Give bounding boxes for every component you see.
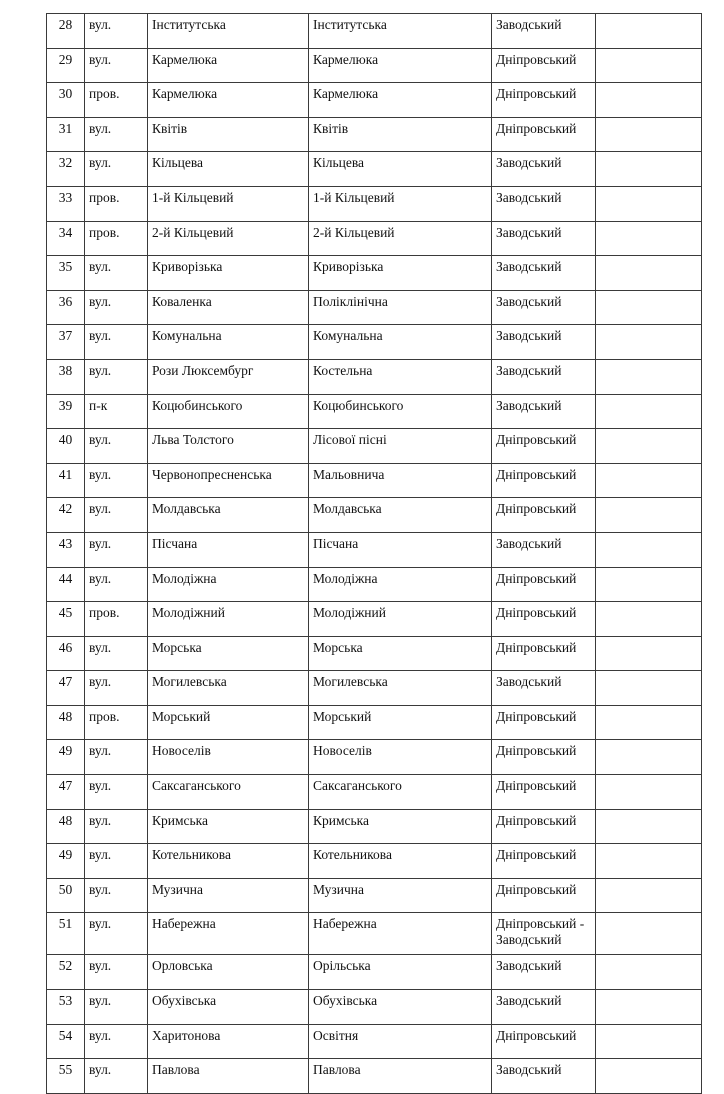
old-name-cell: Новоселів (148, 740, 309, 775)
district-cell: Дніпровський (492, 740, 596, 775)
note-cell (596, 740, 702, 775)
note-cell (596, 83, 702, 118)
table-row (47, 990, 702, 1025)
street-type-cell: вул. (85, 671, 148, 706)
old-name-cell: Кармелюка (148, 83, 309, 118)
row-number-cell: 55 (47, 1059, 85, 1094)
table-row (47, 325, 702, 360)
district-cell: Дніпровський (492, 878, 596, 913)
district-cell: Заводський (492, 186, 596, 221)
old-name-cell: 1-й Кільцевий (148, 186, 309, 221)
table-row (47, 878, 702, 913)
district-cell: Дніпровський (492, 809, 596, 844)
table-row (47, 429, 702, 464)
table-row (47, 844, 702, 879)
row-number-cell: 28 (47, 14, 85, 49)
row-number-cell: 41 (47, 463, 85, 498)
note-cell (596, 809, 702, 844)
new-name-cell: Квітів (309, 117, 492, 152)
row-number-cell: 33 (47, 186, 85, 221)
note-cell (596, 359, 702, 394)
district-cell: Дніпровський (492, 463, 596, 498)
old-name-cell: Морська (148, 636, 309, 671)
row-number-cell: 53 (47, 990, 85, 1025)
new-name-cell: Новоселів (309, 740, 492, 775)
district-cell: Заводський (492, 221, 596, 256)
old-name-cell: Морський (148, 705, 309, 740)
streets-table (46, 13, 702, 1094)
old-name-cell: Комунальна (148, 325, 309, 360)
street-type-cell: пров. (85, 83, 148, 118)
note-cell (596, 602, 702, 637)
row-number-cell: 29 (47, 48, 85, 83)
row-number-cell: 46 (47, 636, 85, 671)
row-number-cell: 44 (47, 567, 85, 602)
table-row (47, 498, 702, 533)
table-row (47, 1059, 702, 1094)
district-cell: Заводський (492, 14, 596, 49)
table-row (47, 256, 702, 291)
district-cell: Заводський (492, 359, 596, 394)
street-type-cell: вул. (85, 498, 148, 533)
new-name-cell: Коцюбинського (309, 394, 492, 429)
old-name-cell: Рози Люксембург (148, 359, 309, 394)
old-name-cell: Квітів (148, 117, 309, 152)
table-body (47, 14, 702, 1094)
table-row (47, 775, 702, 810)
old-name-cell: Могилевська (148, 671, 309, 706)
table-row (47, 83, 702, 118)
street-type-cell: вул. (85, 532, 148, 567)
old-name-cell: Кільцева (148, 152, 309, 187)
district-cell: Дніпровський (492, 844, 596, 879)
note-cell (596, 463, 702, 498)
table-row (47, 463, 702, 498)
district-cell: Дніпровський (492, 567, 596, 602)
note-cell (596, 532, 702, 567)
table-row (47, 740, 702, 775)
row-number-cell: 31 (47, 117, 85, 152)
row-number-cell: 47 (47, 775, 85, 810)
district-cell: Дніпровський (492, 1024, 596, 1059)
table-row (47, 532, 702, 567)
table-row (47, 290, 702, 325)
street-type-cell: вул. (85, 429, 148, 464)
new-name-cell: Котельникова (309, 844, 492, 879)
row-number-cell: 48 (47, 809, 85, 844)
street-type-cell: вул. (85, 878, 148, 913)
district-cell: Заводський (492, 152, 596, 187)
table-row (47, 221, 702, 256)
table-row (47, 705, 702, 740)
old-name-cell: Криворізька (148, 256, 309, 291)
row-number-cell: 34 (47, 221, 85, 256)
table-row (47, 14, 702, 49)
street-type-cell: пров. (85, 186, 148, 221)
street-type-cell: вул. (85, 955, 148, 990)
row-number-cell: 32 (47, 152, 85, 187)
street-type-cell: вул. (85, 325, 148, 360)
row-number-cell: 51 (47, 913, 85, 955)
street-type-cell: вул. (85, 913, 148, 955)
new-name-cell: Орільська (309, 955, 492, 990)
district-cell: Дніпровський (492, 602, 596, 637)
street-type-cell: пров. (85, 221, 148, 256)
new-name-cell: Саксаганського (309, 775, 492, 810)
district-cell: Заводський (492, 990, 596, 1025)
table-row (47, 48, 702, 83)
table-row (47, 809, 702, 844)
note-cell (596, 671, 702, 706)
row-number-cell: 35 (47, 256, 85, 291)
district-cell: Дніпровський (492, 117, 596, 152)
old-name-cell: Саксаганського (148, 775, 309, 810)
new-name-cell: 1-й Кільцевий (309, 186, 492, 221)
street-type-cell: вул. (85, 1024, 148, 1059)
table-row (47, 117, 702, 152)
table-row (47, 394, 702, 429)
old-name-cell: Льва Толстого (148, 429, 309, 464)
note-cell (596, 913, 702, 955)
new-name-cell: Комунальна (309, 325, 492, 360)
old-name-cell: Харитонова (148, 1024, 309, 1059)
street-type-cell: вул. (85, 48, 148, 83)
district-cell: Заводський (492, 394, 596, 429)
street-type-cell: вул. (85, 809, 148, 844)
row-number-cell: 39 (47, 394, 85, 429)
street-type-cell: пров. (85, 602, 148, 637)
new-name-cell: Павлова (309, 1059, 492, 1094)
street-type-cell: вул. (85, 152, 148, 187)
district-cell: Заводський (492, 256, 596, 291)
street-type-cell: вул. (85, 1059, 148, 1094)
new-name-cell: Криворізька (309, 256, 492, 291)
new-name-cell: Кармелюка (309, 83, 492, 118)
district-cell: Заводський (492, 1059, 596, 1094)
old-name-cell: Червонопресненська (148, 463, 309, 498)
street-type-cell: вул. (85, 290, 148, 325)
row-number-cell: 42 (47, 498, 85, 533)
old-name-cell: Молодіжна (148, 567, 309, 602)
new-name-cell: Лісової пісні (309, 429, 492, 464)
old-name-cell: Павлова (148, 1059, 309, 1094)
new-name-cell: Обухівська (309, 990, 492, 1025)
street-type-cell: вул. (85, 256, 148, 291)
note-cell (596, 844, 702, 879)
note-cell (596, 636, 702, 671)
table-row (47, 359, 702, 394)
table-row (47, 671, 702, 706)
district-cell: Заводський (492, 671, 596, 706)
note-cell (596, 498, 702, 533)
note-cell (596, 117, 702, 152)
row-number-cell: 30 (47, 83, 85, 118)
note-cell (596, 775, 702, 810)
new-name-cell: Пісчана (309, 532, 492, 567)
row-number-cell: 47 (47, 671, 85, 706)
district-cell: Заводський (492, 290, 596, 325)
note-cell (596, 290, 702, 325)
old-name-cell: Кармелюка (148, 48, 309, 83)
note-cell (596, 1024, 702, 1059)
row-number-cell: 43 (47, 532, 85, 567)
street-type-cell: вул. (85, 775, 148, 810)
street-type-cell: пров. (85, 705, 148, 740)
new-name-cell: 2-й Кільцевий (309, 221, 492, 256)
row-number-cell: 52 (47, 955, 85, 990)
new-name-cell: Молодіжний (309, 602, 492, 637)
new-name-cell: Молодіжна (309, 567, 492, 602)
note-cell (596, 1059, 702, 1094)
district-cell: Дніпровський (492, 775, 596, 810)
old-name-cell: 2-й Кільцевий (148, 221, 309, 256)
note-cell (596, 325, 702, 360)
old-name-cell: Кримська (148, 809, 309, 844)
street-type-cell: п-к (85, 394, 148, 429)
old-name-cell: Інститутська (148, 14, 309, 49)
note-cell (596, 48, 702, 83)
note-cell (596, 990, 702, 1025)
district-cell: Дніпровський (492, 636, 596, 671)
table-row (47, 567, 702, 602)
new-name-cell: Кримська (309, 809, 492, 844)
note-cell (596, 186, 702, 221)
note-cell (596, 394, 702, 429)
new-name-cell: Освітня (309, 1024, 492, 1059)
new-name-cell: Костельна (309, 359, 492, 394)
row-number-cell: 45 (47, 602, 85, 637)
old-name-cell: Коваленка (148, 290, 309, 325)
row-number-cell: 36 (47, 290, 85, 325)
district-cell: Заводський (492, 955, 596, 990)
street-type-cell: вул. (85, 463, 148, 498)
note-cell (596, 705, 702, 740)
row-number-cell: 40 (47, 429, 85, 464)
note-cell (596, 429, 702, 464)
street-type-cell: вул. (85, 844, 148, 879)
old-name-cell: Молодіжний (148, 602, 309, 637)
district-cell: Дніпровський - Заводський (492, 913, 596, 955)
district-cell: Заводський (492, 325, 596, 360)
new-name-cell: Музична (309, 878, 492, 913)
district-cell: Дніпровський (492, 429, 596, 464)
row-number-cell: 37 (47, 325, 85, 360)
new-name-cell: Молдавська (309, 498, 492, 533)
old-name-cell: Набережна (148, 913, 309, 955)
new-name-cell: Набережна (309, 913, 492, 955)
old-name-cell: Молдавська (148, 498, 309, 533)
new-name-cell: Морський (309, 705, 492, 740)
district-cell: Дніпровський (492, 48, 596, 83)
table-row (47, 1024, 702, 1059)
old-name-cell: Котельникова (148, 844, 309, 879)
note-cell (596, 567, 702, 602)
new-name-cell: Морська (309, 636, 492, 671)
note-cell (596, 256, 702, 291)
table-row (47, 955, 702, 990)
new-name-cell: Інститутська (309, 14, 492, 49)
district-cell: Заводський (492, 532, 596, 567)
street-type-cell: вул. (85, 636, 148, 671)
note-cell (596, 221, 702, 256)
new-name-cell: Поліклінічна (309, 290, 492, 325)
table-row (47, 913, 702, 955)
new-name-cell: Кільцева (309, 152, 492, 187)
old-name-cell: Коцюбинського (148, 394, 309, 429)
new-name-cell: Мальовнича (309, 463, 492, 498)
table-row (47, 602, 702, 637)
row-number-cell: 49 (47, 740, 85, 775)
row-number-cell: 50 (47, 878, 85, 913)
row-number-cell: 38 (47, 359, 85, 394)
street-type-cell: вул. (85, 567, 148, 602)
note-cell (596, 14, 702, 49)
street-type-cell: вул. (85, 990, 148, 1025)
row-number-cell: 48 (47, 705, 85, 740)
row-number-cell: 49 (47, 844, 85, 879)
table-row (47, 636, 702, 671)
row-number-cell: 54 (47, 1024, 85, 1059)
note-cell (596, 878, 702, 913)
old-name-cell: Пісчана (148, 532, 309, 567)
table-row (47, 186, 702, 221)
district-cell: Дніпровський (492, 705, 596, 740)
note-cell (596, 955, 702, 990)
street-type-cell: вул. (85, 14, 148, 49)
old-name-cell: Обухівська (148, 990, 309, 1025)
new-name-cell: Кармелюка (309, 48, 492, 83)
district-cell: Дніпровський (492, 498, 596, 533)
table-row (47, 152, 702, 187)
new-name-cell: Могилевська (309, 671, 492, 706)
note-cell (596, 152, 702, 187)
old-name-cell: Музична (148, 878, 309, 913)
street-type-cell: вул. (85, 359, 148, 394)
street-type-cell: вул. (85, 740, 148, 775)
district-cell: Дніпровський (492, 83, 596, 118)
street-type-cell: вул. (85, 117, 148, 152)
old-name-cell: Орловська (148, 955, 309, 990)
